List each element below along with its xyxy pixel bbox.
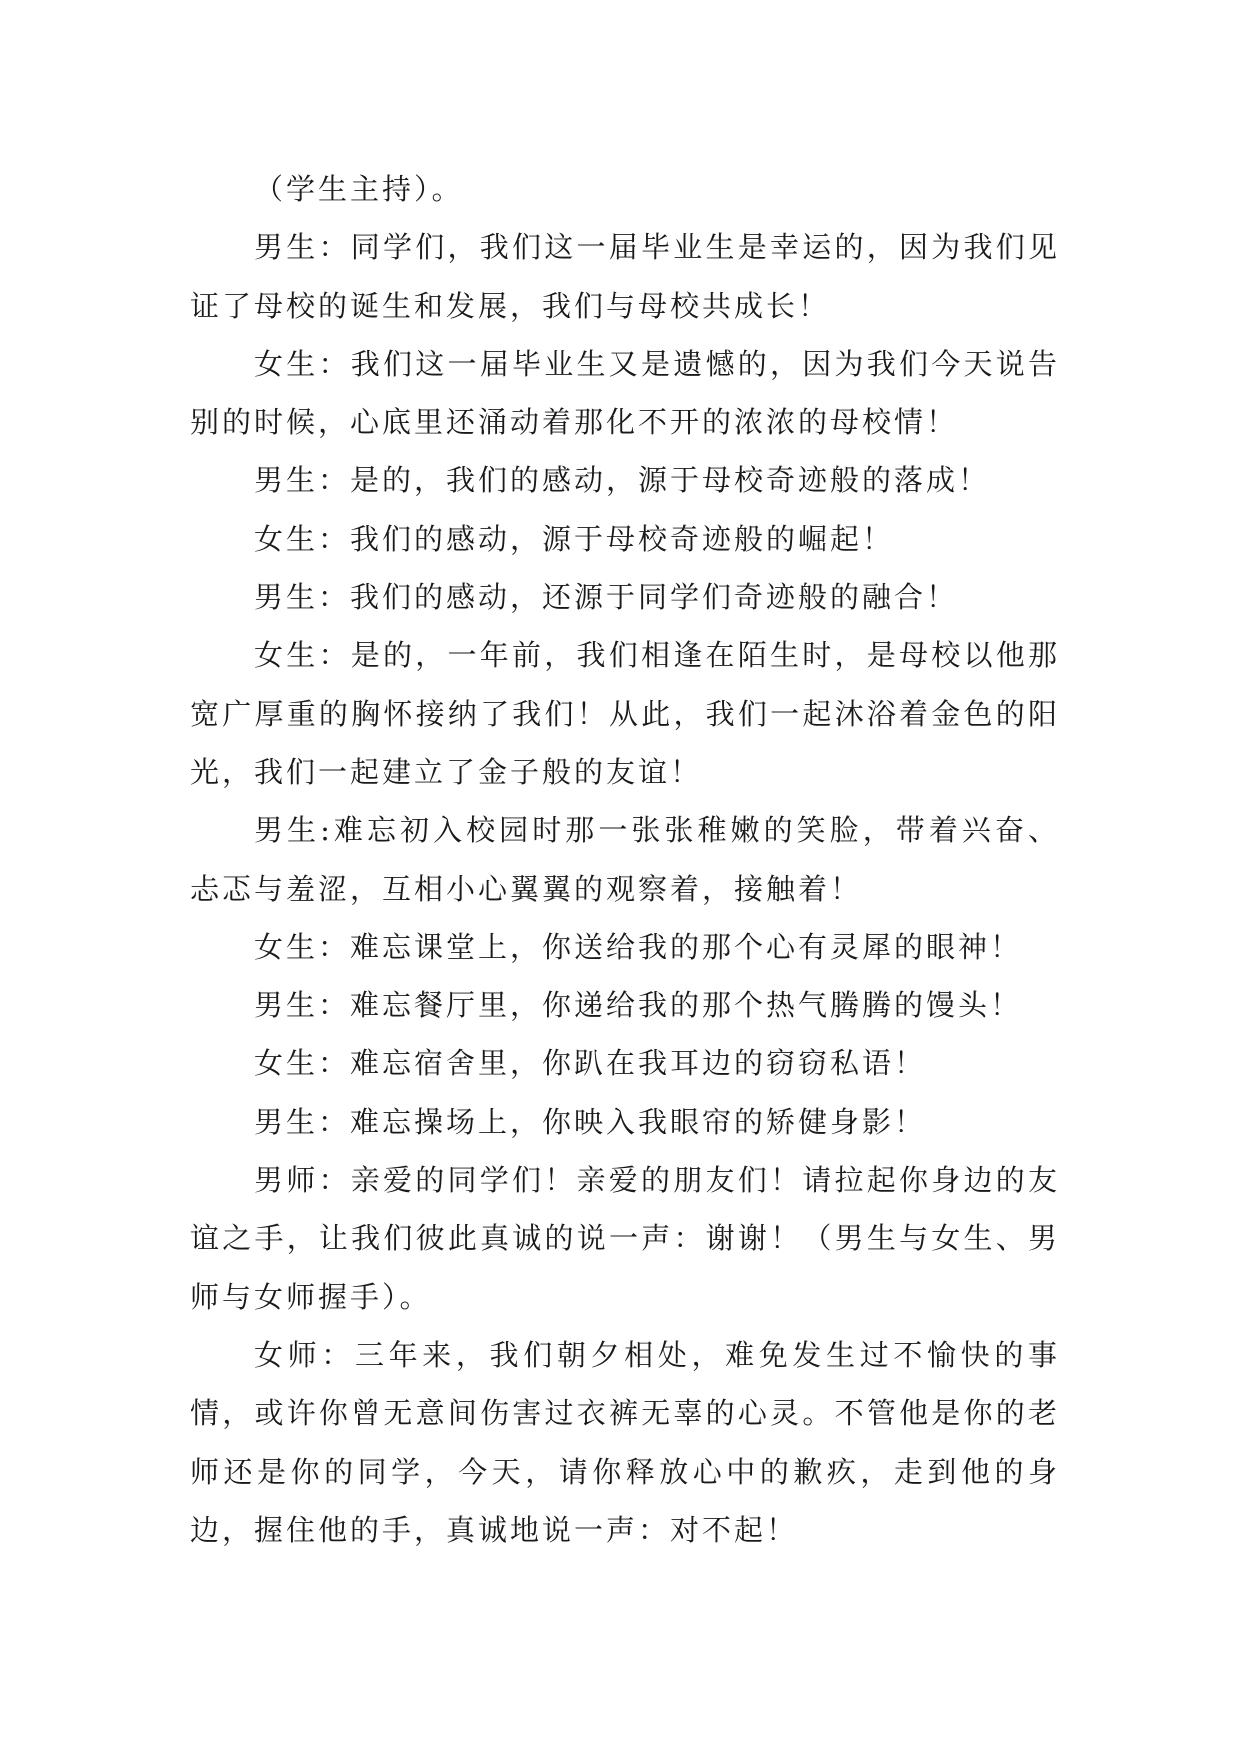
paragraph-female-student-1: 女生：我们这一届毕业生又是遗憾的，因为我们今天说告别的时候，心底里还涌动着那化不开的浓浓的母校情！ (190, 346, 1060, 440)
paragraph-female-student-4: 女生：难忘课堂上，你送给我的那个心有灵犀的眼神！ (254, 929, 1023, 964)
document-body (190, 160, 1060, 1559)
paragraph-male-student-2: 男生：是的，我们的感动，源于母校奇迹般的落成！ (254, 463, 991, 498)
paragraph-male-student-4: 男生:难忘初入校园时那一张张稚嫩的笑脸，带着兴奋、忐忑与羞涩，互相小心翼翼的观察着，接触着！ (190, 813, 1060, 906)
paragraph-female-teacher: 女师：三年来，我们朝夕相处，难免发生过不愉快的事情，或许你曾无意间伤害过衣裤无辜的心灵。不管他是你的老师还是你的同学，今天，请你释放心中的歉疚，走到他的身边，握住他的手，真诚地说一声：对不起！ (190, 1337, 1060, 1547)
paragraph-male-teacher: 男师：亲爱的同学们！亲爱的朋友们！请拉起你身边的友谊之手，让我们彼此真诚的说一声：谢谢！（男生与女生、男师与女师握手）。 (190, 1163, 1060, 1314)
paragraph-male-student-1: 男生：同学们，我们这一届毕业生是幸运的，因为我们见证了母校的诞生和发展，我们与母校共成长！ (190, 230, 1060, 323)
paragraph-male-student-3: 男生：我们的感动，还源于同学们奇迹般的融合！ (254, 580, 959, 615)
paragraph-host-note: （学生主持）。 (254, 172, 464, 206)
paragraph-male-student-6: 男生：难忘操场上，你映入我眼帘的矫健身影！ (254, 1104, 927, 1139)
paragraph-female-student-5: 女生：难忘宿舍里，你趴在我耳边的窃窃私语！ (254, 1046, 927, 1081)
paragraph-female-student-2: 女生：我们的感动，源于母校奇迹般的崛起！ (254, 521, 895, 556)
paragraph-male-student-5: 男生：难忘餐厅里，你递给我的那个热气腾腾的馒头！ (254, 988, 1023, 1023)
paragraph-female-student-3: 女生：是的，一年前，我们相逢在陌生时，是母校以他那宽广厚重的胸怀接纳了我们！从此，我们一起沐浴着金色的阳光，我们一起建立了金子般的友谊！ (190, 638, 1060, 789)
